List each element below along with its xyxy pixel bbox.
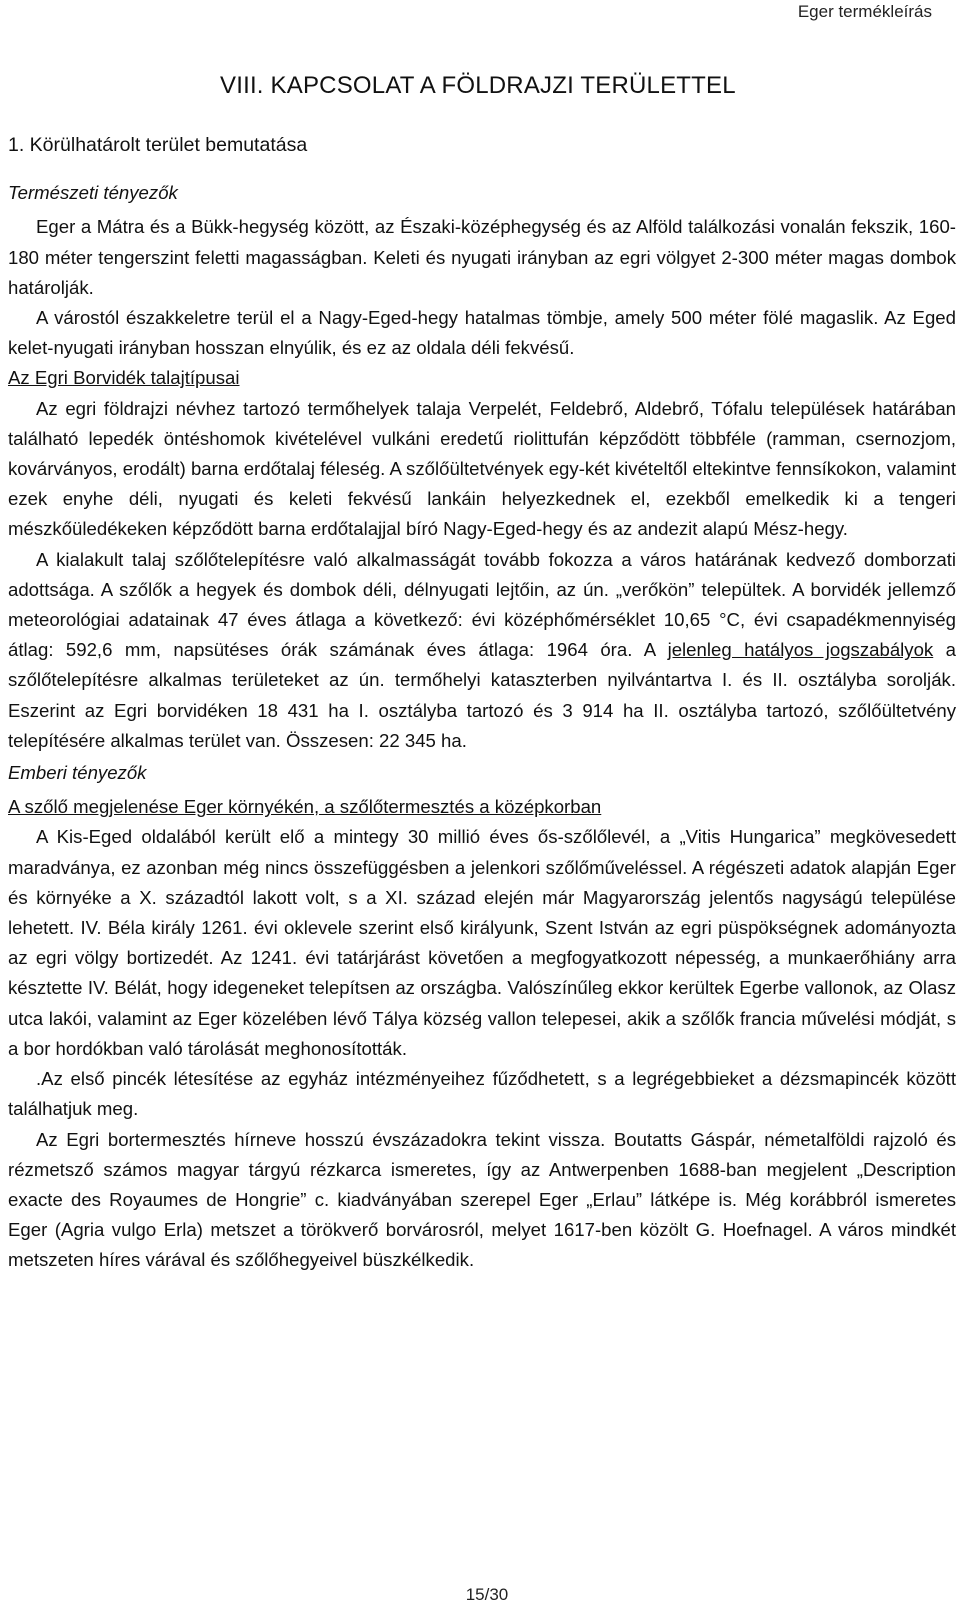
paragraph-climate xyxy=(8,545,956,756)
section-title: VIII. KAPCSOLAT A FÖLDRAJZI TERÜLETTEL xyxy=(220,72,736,99)
human-factors-heading: Emberi tényezők xyxy=(8,762,147,784)
history-heading: A szőlő megjelenése Eger környékén, a szőlőtermesztés a középkorban xyxy=(8,796,602,818)
natural-factors-heading: Természeti tényezők xyxy=(8,182,178,204)
paragraph-cellars: .Az első pincék létesítése az egyház intézményeihez fűződhetett, s a legrégebbieket a dézsmapincék között találhatjuk meg. xyxy=(8,1068,956,1120)
climate-text-part-2: a szőlőtelepítésre alkalmas területeket az ún. termőhelyi kataszterben nyilvántartva I. és II. osztályba sorolják. Eszerint az Egri borvidéken 18 431 ha I. osztályba tartozó és 3 914 ha II. osztályba tartozó, szőlőültetvény telepítésére alkalmas terület van. Összesen: 22 345 ha. xyxy=(8,639,956,751)
paragraph-reputation: Az Egri bortermesztés hírneve hosszú évszázadokra tekint vissza. Boutatts Gáspár, németalföldi rajzoló és rézmetsző számos magyar tárgyú rézkarca ismeretes, így az Antwerpenben 1688-ban megjelent „Description exacte des Royaumes de Hongrie” c. kiadványában szerepel Eger „Erlau” látképe is. Még korábbról ismeretes Eger (Agria vulgo Erla) metszet a törökverő borvárosról, melyet 1617-ben közölt G. Hoefnagel. A város mindkét metszeten híres várával és szőlőhegyeivel büszkélkedik. xyxy=(8,1128,956,1271)
legislation-link[interactable]: jelenleg hatályos jogszabályok xyxy=(667,639,934,661)
climate-text-part-1: A kialakult talaj szőlőtelepítésre való alkalmasságát tovább fokozza a város határának kedvező domborzati adottsága. A szőlők a hegyek és dombok déli, délnyugati lejtőin, az ún. „verőkön” települtek. A borvidék jellemző meteorológiai adatainak 47 éves átlaga a következő: évi középhőmérséklet 10,65 °C, évi csapadékmennyiség átlag: 592,6 mm, napsütéses órák számának éves átlaga: 1964 óra. A xyxy=(8,548,956,661)
page-number: 15/30 xyxy=(465,1585,509,1604)
paragraph-soil: Az egri földrajzi névhez tartozó termőhelyek talaja Verpelét, Feldebrő, Aldebrő, Tófalu települések határában található lepedék öntéshomok kivételével vulkáni eredetű riolittufán képződött többféle (ramman, csernozjom, kovárványos, erodált) barna erdőtalaj féleség. A szőlőültetvények egy-két kivételtől eltekintve fennsíkokon, valamint ezek enyhe déli, nyugati és keleti fekvésű lankáin helyezkednek el, ezekből emelkedik ki a tengeri mészkőüledékeken képződött barna erdőtalajjal bíró Nagy-Eged-hegy és az andezit alapú Mész-hegy. xyxy=(8,397,956,540)
subsection-title: 1. Körülhatárolt terület bemutatása xyxy=(8,134,308,156)
paragraph-vitis-hungarica: A Kis-Eged oldalából került elő a mintegy 30 millió éves ős-szőlőlevél, a „Vitis Hungarica” megkövesedett maradványa, ez azonban még nincs összefüggésben a jelenkori szőlőműveléssel. A régészeti adatok alapján Eger és környéke a X. századtól lakott volt, s a XI. század elején már Magyarország jelentős nagyságú települése lehetett. IV. Béla király 1261. évi oklevele szerint első királyunk, Szent István az egri püspökségnek adományozta az egri völgy bortizedét. Az 1241. évi tatárjárást követően a megfogyatkozott népesség, a munkaerőhiány arra késztette IV. Bélát, hogy idegeneket telepítsen az országba. Valószínűleg ekkor kerültek Egerbe vallonok, az Olasz utca lakói, valamint az Eger közelében lévő Tálya község vallon telepesei, akik a szőlők francia művelési módját, s a bor hordókban való tárolását meghonosították. xyxy=(8,826,956,1059)
soil-types-heading: Az Egri Borvidék talajtípusai xyxy=(8,367,240,389)
paragraph-location: Eger a Mátra és a Bükk-hegység között, az Északi-középhegység és az Alföld találkozási vonalán fekszik, 160-180 méter tengerszint feletti magasságban. Keleti és nyugati irányban az egri völgyet 2-300 méter magas dombok határolják. xyxy=(8,216,956,298)
document-body xyxy=(8,130,956,1276)
page-footer xyxy=(0,1585,960,1605)
running-header: Eger termékleírás xyxy=(797,2,932,21)
paragraph-nagy-eged: A várostól északkeletre terül el a Nagy-Eged-hegy hatalmas tömbje, amely 500 méter fölé magaslik. Az Eged kelet-nyugati irányban hosszan elnyúlik, és ez az oldala déli fekvésű. xyxy=(8,307,956,359)
